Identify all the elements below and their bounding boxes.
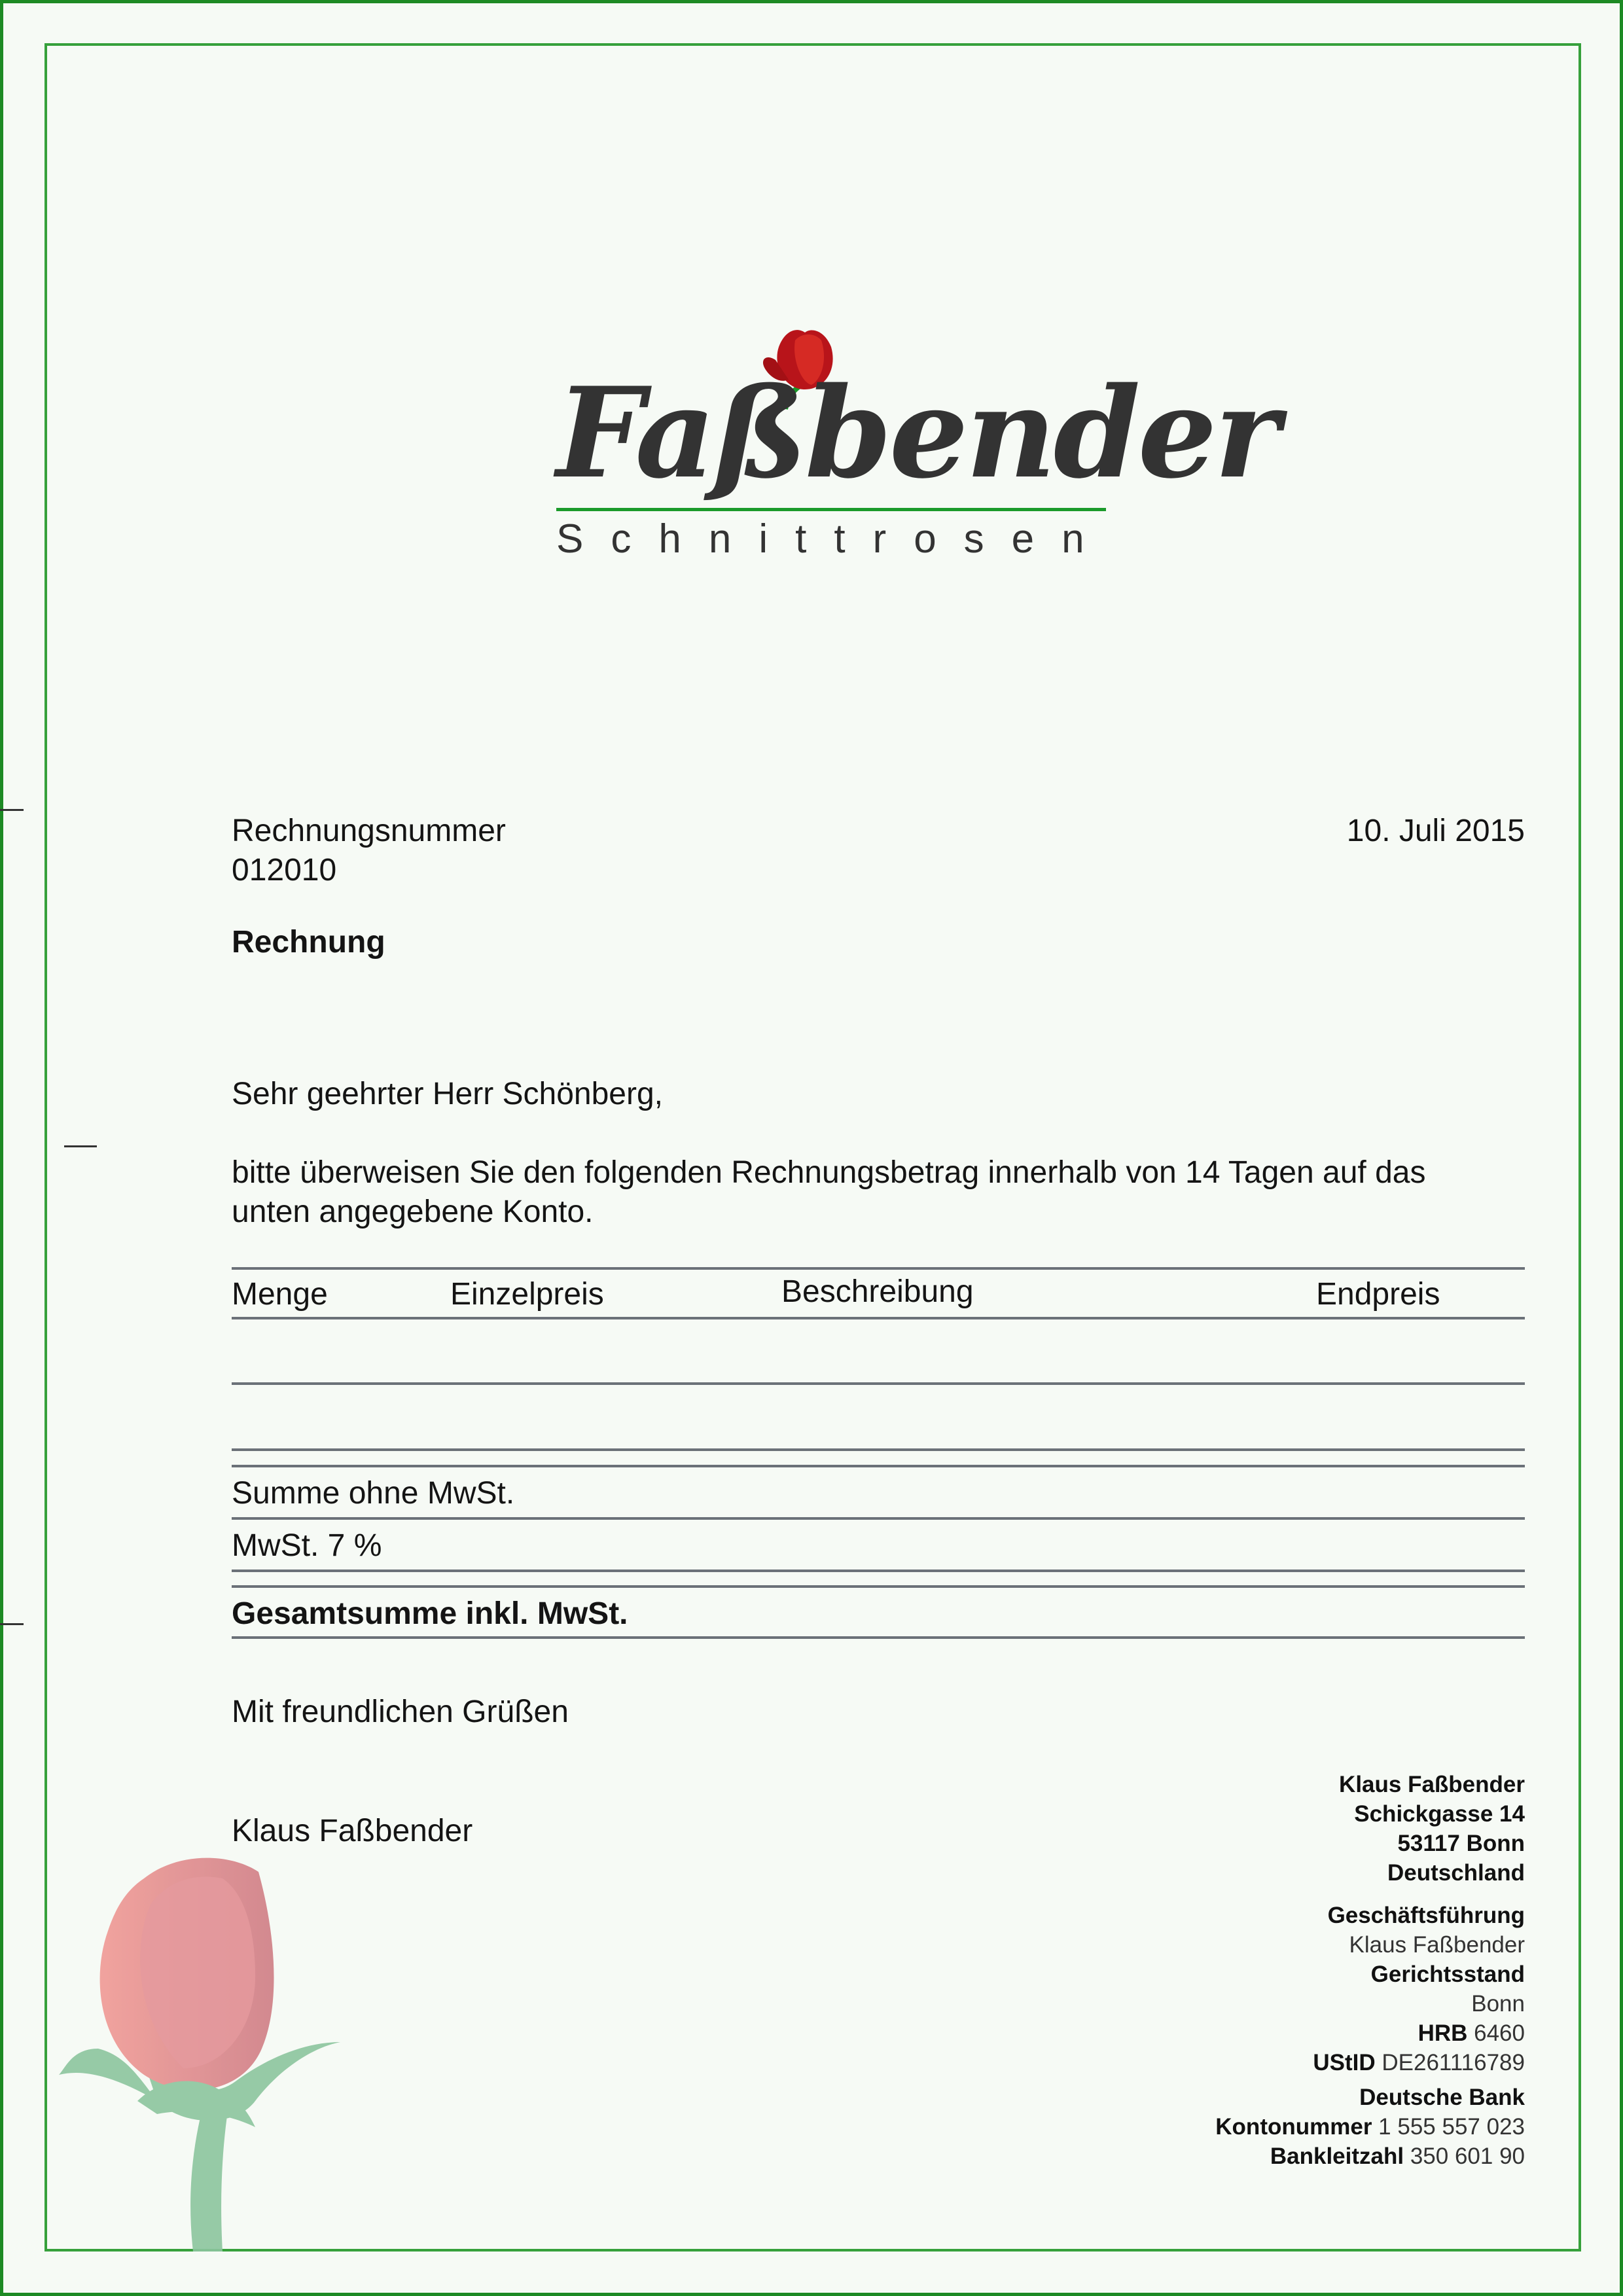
punch-mark	[64, 1145, 97, 1147]
logo-underline	[556, 508, 1106, 511]
invoice-number-value: 012010	[232, 853, 337, 888]
table-row-rule-2	[232, 1448, 1525, 1451]
blz-label: Bankleitzahl	[1270, 2144, 1404, 2169]
vat-label: MwSt. 7 %	[232, 1528, 382, 1563]
total-top-rule	[232, 1585, 1525, 1588]
account-label: Kontonummer	[1215, 2114, 1372, 2140]
ustid-label: UStID	[1313, 2050, 1376, 2075]
total-label: Gesamtsumme inkl. MwSt.	[232, 1596, 628, 1631]
account-line	[1215, 2112, 1525, 2142]
closing: Mit freundlichen Grüßen	[232, 1695, 569, 1729]
blz-line	[1215, 2142, 1525, 2171]
account-value: 1 555 557 023	[1378, 2114, 1525, 2140]
court-label: Gerichtsstand	[1370, 1962, 1525, 1987]
table-row-rule-1	[232, 1382, 1525, 1385]
subtotal-label: Summe ohne MwSt.	[232, 1476, 515, 1511]
vat-rule	[232, 1570, 1525, 1572]
total-bottom-rule	[232, 1636, 1525, 1639]
hrb-label: HRB	[1418, 2020, 1468, 2046]
court-value: Bonn	[1471, 1991, 1525, 2017]
body-line-2: unten angegebene Konto.	[232, 1194, 594, 1229]
management-value: Klaus Faßbender	[1349, 1932, 1525, 1958]
col-header-endpreis: Endpreis	[1316, 1277, 1440, 1312]
col-header-einzelpreis: Einzelpreis	[450, 1277, 604, 1312]
ustid-line	[1313, 2048, 1525, 2077]
fold-mark-bottom	[0, 1623, 24, 1625]
subtotal-rule	[232, 1517, 1525, 1520]
logo-subtitle: Schnittrosen	[556, 516, 1112, 562]
body-line-1: bitte überweisen Sie den folgenden Rechnungsbetrag innerhalb von 14 Tagen auf das	[232, 1155, 1426, 1190]
logo-wordmark: Faßbender	[556, 360, 1277, 506]
sender-address	[1339, 1770, 1525, 1888]
sender-city: 53117 Bonn	[1397, 1831, 1525, 1856]
management-label: Geschäftsführung	[1327, 1903, 1525, 1928]
fold-mark-top	[0, 809, 24, 811]
hrb-value: 6460	[1474, 2020, 1525, 2046]
company-logo	[543, 321, 1277, 583]
signature: Klaus Faßbender	[232, 1814, 473, 1848]
blz-value: 350 601 90	[1410, 2144, 1525, 2169]
decorative-rose-icon	[59, 1852, 347, 2251]
salutation: Sehr geehrter Herr Schönberg,	[232, 1077, 664, 1111]
sender-street: Schickgasse 14	[1354, 1801, 1525, 1827]
sender-name: Klaus Faßbender	[1339, 1772, 1525, 1797]
bank-details	[1215, 2083, 1525, 2171]
col-header-beschreibung: Beschreibung	[781, 1274, 974, 1309]
table-top-rule	[232, 1267, 1525, 1270]
invoice-title: Rechnung	[232, 925, 385, 960]
invoice-date: 10. Juli 2015	[1346, 814, 1525, 848]
bank-name: Deutsche Bank	[1359, 2085, 1525, 2110]
invoice-number-label: Rechnungsnummer	[232, 814, 506, 848]
company-registration	[1313, 1901, 1525, 2077]
summary-top-rule	[232, 1465, 1525, 1467]
ustid-value: DE261116789	[1382, 2050, 1525, 2075]
table-header-rule	[232, 1317, 1525, 1319]
sender-country: Deutschland	[1387, 1860, 1525, 1886]
col-header-menge: Menge	[232, 1277, 328, 1312]
hrb-line	[1313, 2018, 1525, 2048]
